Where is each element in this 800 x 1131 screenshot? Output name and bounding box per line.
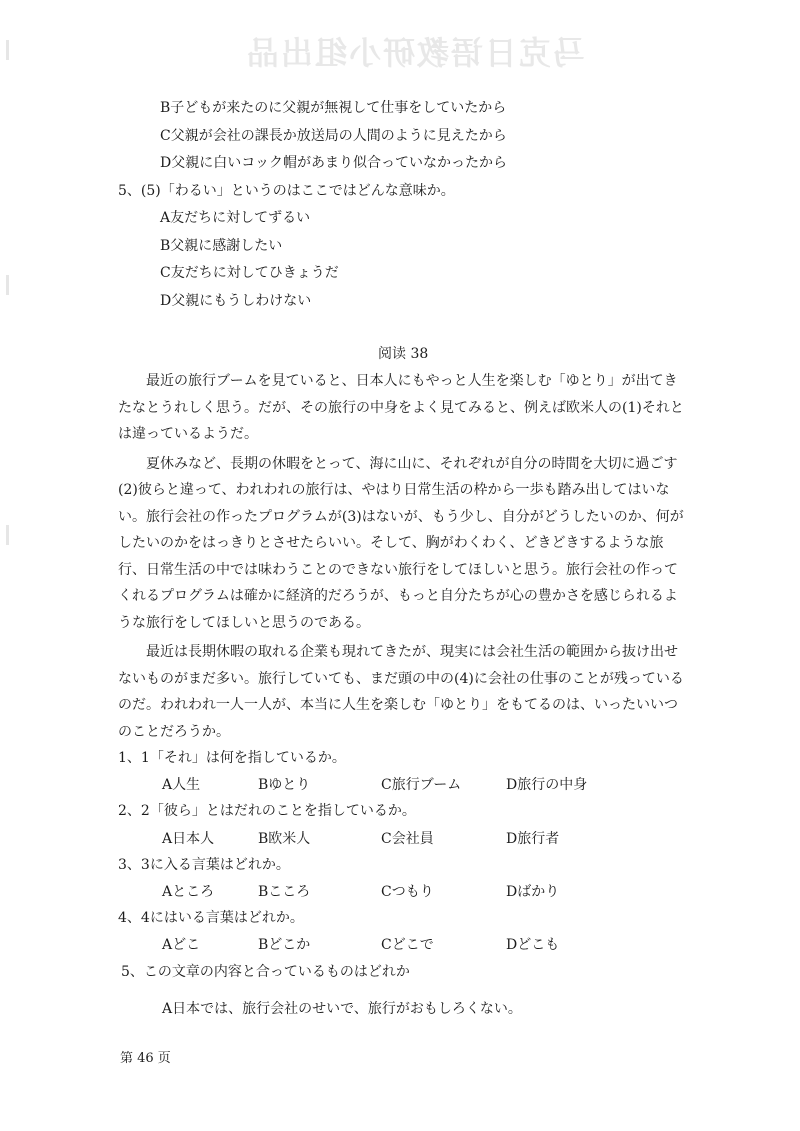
question-line: 5、(5)「わるい」というのはここではどんな意味か。 <box>118 183 455 199</box>
option-c: C旅行ブーム <box>381 777 462 793</box>
page-number: 第 46 页 <box>120 1051 171 1066</box>
option-line: D父親に白いコック帽があまり似合っていなかったから <box>160 155 507 171</box>
option-a: Aところ <box>162 884 215 900</box>
scan-edge-mark <box>6 525 9 545</box>
option-line: A日本では、旅行会社のせいで、旅行がおもしろくない。 <box>162 1001 522 1017</box>
option-b: Bゆとり <box>258 777 311 793</box>
paragraph: 夏休みなど、長期の休暇をとって、海に山に、それぞれが自分の時間を大切に過ごす(2)彼らと違って、われわれの旅行は、やはり日常生活の枠から一歩も踏み出してはいない。旅行会社の作ったプログラムが(3)はないが、もう少し、自分がどうしたいのか、何がしたいのかをはっきりとさせたらいい。そして、胸がわくわく、どきどきするような旅行、日常生活の中では味わうことのできない旅行をしてほしいと思う。旅行会社の作ってくれるプログラムは確かに経済的だろうが、もっと自分たちが心の豊かさを感じられるような旅行をしてほしいと思うのである。 <box>118 455 684 631</box>
option-a: Aどこ <box>162 937 201 953</box>
option-c: C会社員 <box>381 831 434 847</box>
paragraph: 最近は長期休暇の取れる企業も現れてきたが、現実には会社生活の範囲から抜け出せないものがまだ多い。旅行していても、まだ頭の中の(4)に会社の仕事のことが残っているのだ。われわれ一人一人が、本当に人生を楽しむ「ゆとり」をもてるのは、いったいいつのことだろうか。 <box>118 644 684 740</box>
paragraph: 最近の旅行ブームを見ていると、日本人にもやっと人生を楽しむ「ゆとり」が出てきたなとうれしく思う。だが、その旅行の中身をよく見てみると、例えば欧米人の(1)それとは違っているようだ。 <box>118 373 684 442</box>
option-line: C父親が会社の課長か放送局の人間のように見えたから <box>160 128 507 144</box>
option-b: B欧米人 <box>258 831 311 847</box>
option-d: Dどこも <box>506 937 560 953</box>
option-c: Cつもり <box>381 884 434 900</box>
option-d: D旅行者 <box>506 831 560 847</box>
option-a: A人生 <box>162 777 201 793</box>
option-d: Dばかり <box>506 884 560 900</box>
scan-edge-mark <box>6 275 9 295</box>
option-line: B父親に感謝したい <box>160 238 283 254</box>
question-line: 5、この文章の内容と合っているものはどれか <box>121 964 410 980</box>
option-b: Bどこか <box>258 937 311 953</box>
question-line: 2、2「彼ら」とはだれのことを指しているか。 <box>118 803 416 819</box>
question-line: 3、3に入る言葉はどれか。 <box>118 857 290 873</box>
option-d: D旅行の中身 <box>506 777 588 793</box>
option-line: D父親にもうしわけない <box>160 293 312 309</box>
option-line: A友だちに対してずるい <box>160 210 311 226</box>
reading-title: 阅读 38 <box>378 346 429 362</box>
option-line: B子どもが来たのに父親が無視して仕事をしていたから <box>160 100 507 116</box>
option-c: Cどこで <box>381 937 434 953</box>
watermark: 马克日语教研小组出品 <box>244 34 585 72</box>
option-a: A日本人 <box>162 831 215 847</box>
reading-passage <box>118 368 688 745</box>
question-line: 4、4にはいる言葉はどれか。 <box>118 910 304 926</box>
option-b: Bこころ <box>258 884 311 900</box>
option-line: C友だちに対してひきょうだ <box>160 265 339 281</box>
question-line: 1、1「それ」は何を指しているか。 <box>118 750 346 766</box>
scan-edge-mark <box>6 40 9 60</box>
